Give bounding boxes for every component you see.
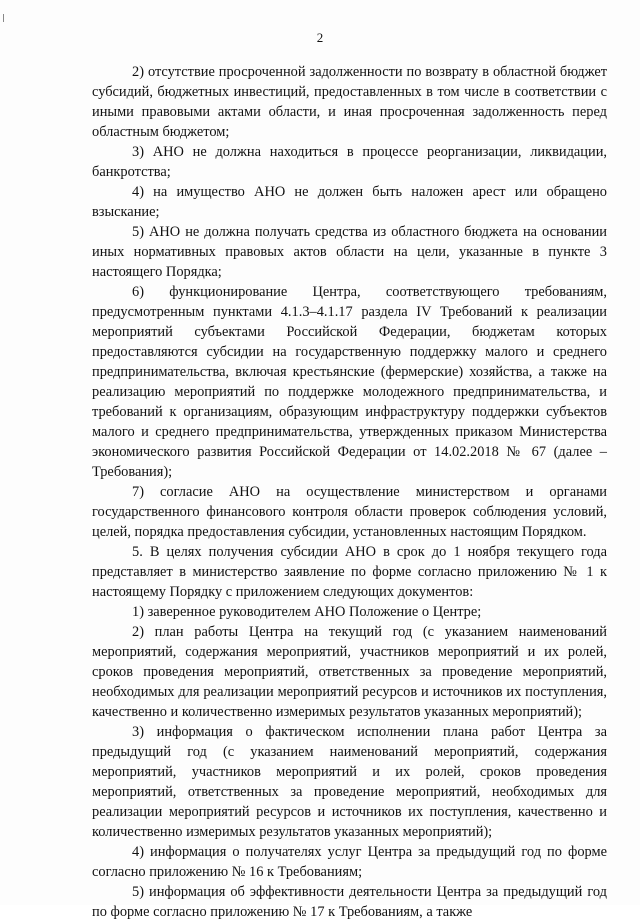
- page-number: 2: [316, 30, 324, 45]
- paragraph-section-5: 5. В целях получения субсидии АНО в срок до 1 ноября текущего года представляет в министерство заявление по форме согласно приложению № 1 к настоящему Порядку с приложением следующих документов:: [92, 544, 607, 600]
- paragraph-condition-7: 7) согласие АНО на осуществление министерством и органами государственного финансового контроля области проверок соблюдения условий, целей, порядка предоставления субсидии, установленных настоящим Порядком.: [92, 484, 607, 540]
- scan-artifact: [3, 14, 4, 22]
- paragraph-document-1: 1) заверенное руководителем АНО Положение о Центре;: [132, 604, 482, 620]
- document-body: [92, 62, 607, 922]
- paragraph-condition-5: 5) АНО не должна получать средства из областного бюджета на основании иных нормативных правовых актов области на цели, указанные в пункте 3 настоящего Порядка;: [92, 224, 607, 280]
- paragraph-condition-6: 6) функционирование Центра, соответствующего требованиям, предусмотренным пунктами 4.1.3–4.1.17 раздела IV Требований к реализации мероприятий субъектами Российской Федерации, бюджетам которых предоставляются субсидии на государственную поддержку малого и среднего предпринимательства, включая крестьянские (фермерские) хозяйства, а также на реализацию мероприятий по поддержке молодежного предпринимательства, и требований к организациям, образующим инфраструктуру поддержки субъектов малого и среднего предпринимательства, утвержденных приказом Министерства экономического развития Российской Федерации от 14.02.2018 № 67 (далее – Требования);: [92, 284, 607, 480]
- paragraph-condition-2: 2) отсутствие просроченной задолженности по возврату в областной бюджет субсидий, бюджетных инвестиций, предоставленных в том числе в соответствии с иными правовыми актами области, и иная просроченная задолженность перед областным бюджетом;: [92, 64, 607, 140]
- paragraph-document-4: 4) информация о получателях услуг Центра за предыдущий год по форме согласно приложению № 16 к Требованиям;: [92, 844, 607, 880]
- paragraph-condition-4: 4) на имущество АНО не должен быть наложен арест или обращено взыскание;: [92, 184, 607, 220]
- paragraph-document-2: 2) план работы Центра на текущий год (с указанием наименований мероприятий, содержания мероприятий, участников мероприятий и их ролей, сроков проведения мероприятий, ответственных за проведение мероприятий, необходимых для реализации мероприятий ресурсов и источников их поступления, качественно и количественно измеримых результатов указанных мероприятий);: [92, 624, 607, 720]
- paragraph-document-5: 5) информация об эффективности деятельности Центра за предыдущий год по форме согласно приложению № 17 к Требованиям, а также: [92, 884, 607, 920]
- paragraph-condition-3: 3) АНО не должна находиться в процессе реорганизации, ликвидации, банкротства;: [92, 144, 607, 180]
- paragraph-document-3: 3) информация о фактическом исполнении плана работ Центра за предыдущий год (с указанием наименований мероприятий, содержания мероприятий, участников мероприятий и их ролей, сроков проведения мероприятий, ответственных за проведение мероприятий, необходимых для реализации мероприятий ресурсов и источников их поступления, качественно и количественно измеримых результатов указанных мероприятий);: [92, 724, 607, 840]
